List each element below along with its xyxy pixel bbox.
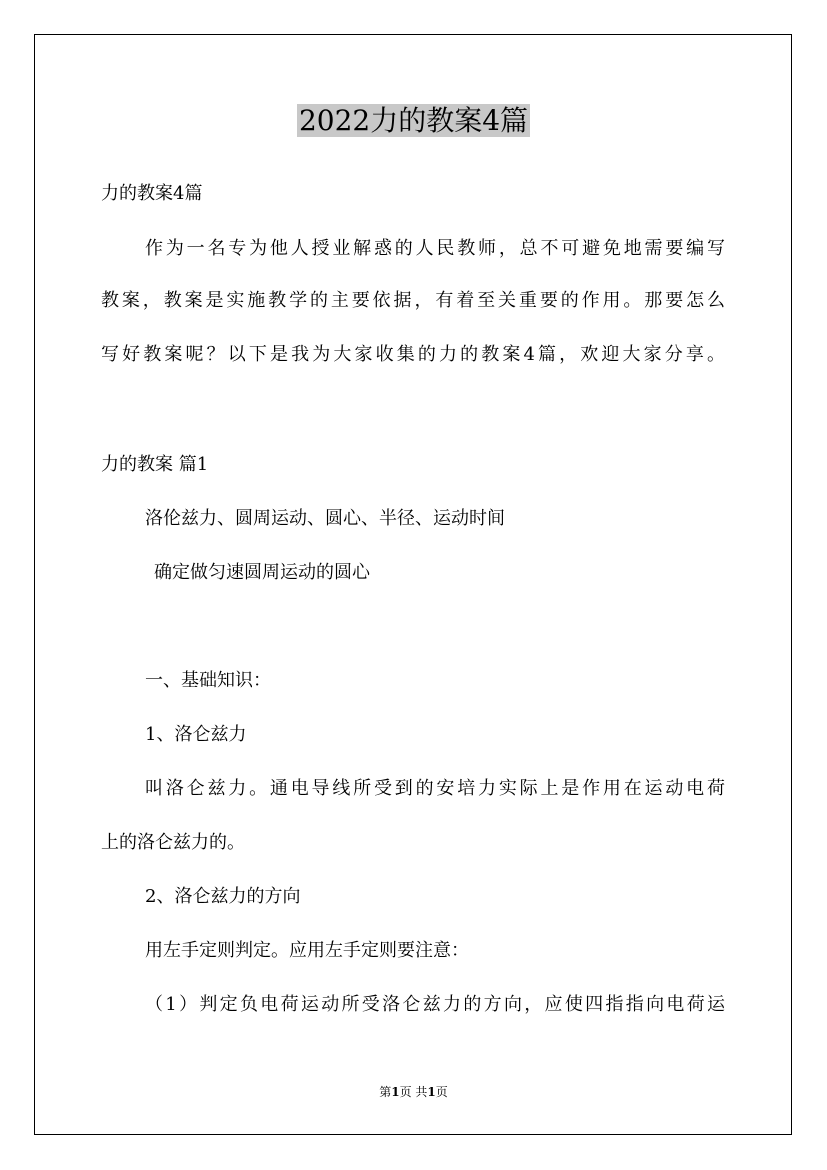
objective-line: 确定做匀速圆周运动的圆心 — [154, 562, 370, 583]
intro-line-3: 写好教案呢？以下是我为大家收集的力的教案4篇，欢迎大家分享。 — [101, 344, 725, 365]
intro-line-1: 作为一名专为他人授业解惑的人民教师，总不可避免地需要编写 — [145, 238, 725, 259]
item-2-sub-1: （1）判定负电荷运动所受洛仑兹力的方向，应使四指指向电荷运 — [145, 994, 725, 1015]
basics-heading: 一、基础知识： — [145, 670, 271, 691]
item-2-heading: 2、洛仑兹力的方向 — [145, 886, 301, 907]
document-title: 2022力的教案4篇 — [298, 104, 529, 137]
keywords-line: 洛伦兹力、圆周运动、圆心、半径、运动时间 — [145, 508, 505, 529]
item-1-text-2: 上的洛仑兹力的。 — [101, 832, 245, 853]
page-footer: 第1页 共1页 — [379, 1085, 448, 1099]
subtitle-line: 力的教案4篇 — [101, 183, 203, 204]
item-1-text-1: 叫洛仑兹力。通电导线所受到的安培力实际上是作用在运动电荷 — [145, 778, 725, 799]
item-2-text: 用左手定则判定。应用左手定则要注意： — [145, 940, 469, 961]
section-heading: 力的教案 篇1 — [101, 454, 209, 475]
item-1-heading: 1、洛仑兹力 — [145, 724, 247, 745]
intro-line-2: 教案，教案是实施教学的主要依据，有着至关重要的作用。那要怎么 — [101, 290, 725, 311]
